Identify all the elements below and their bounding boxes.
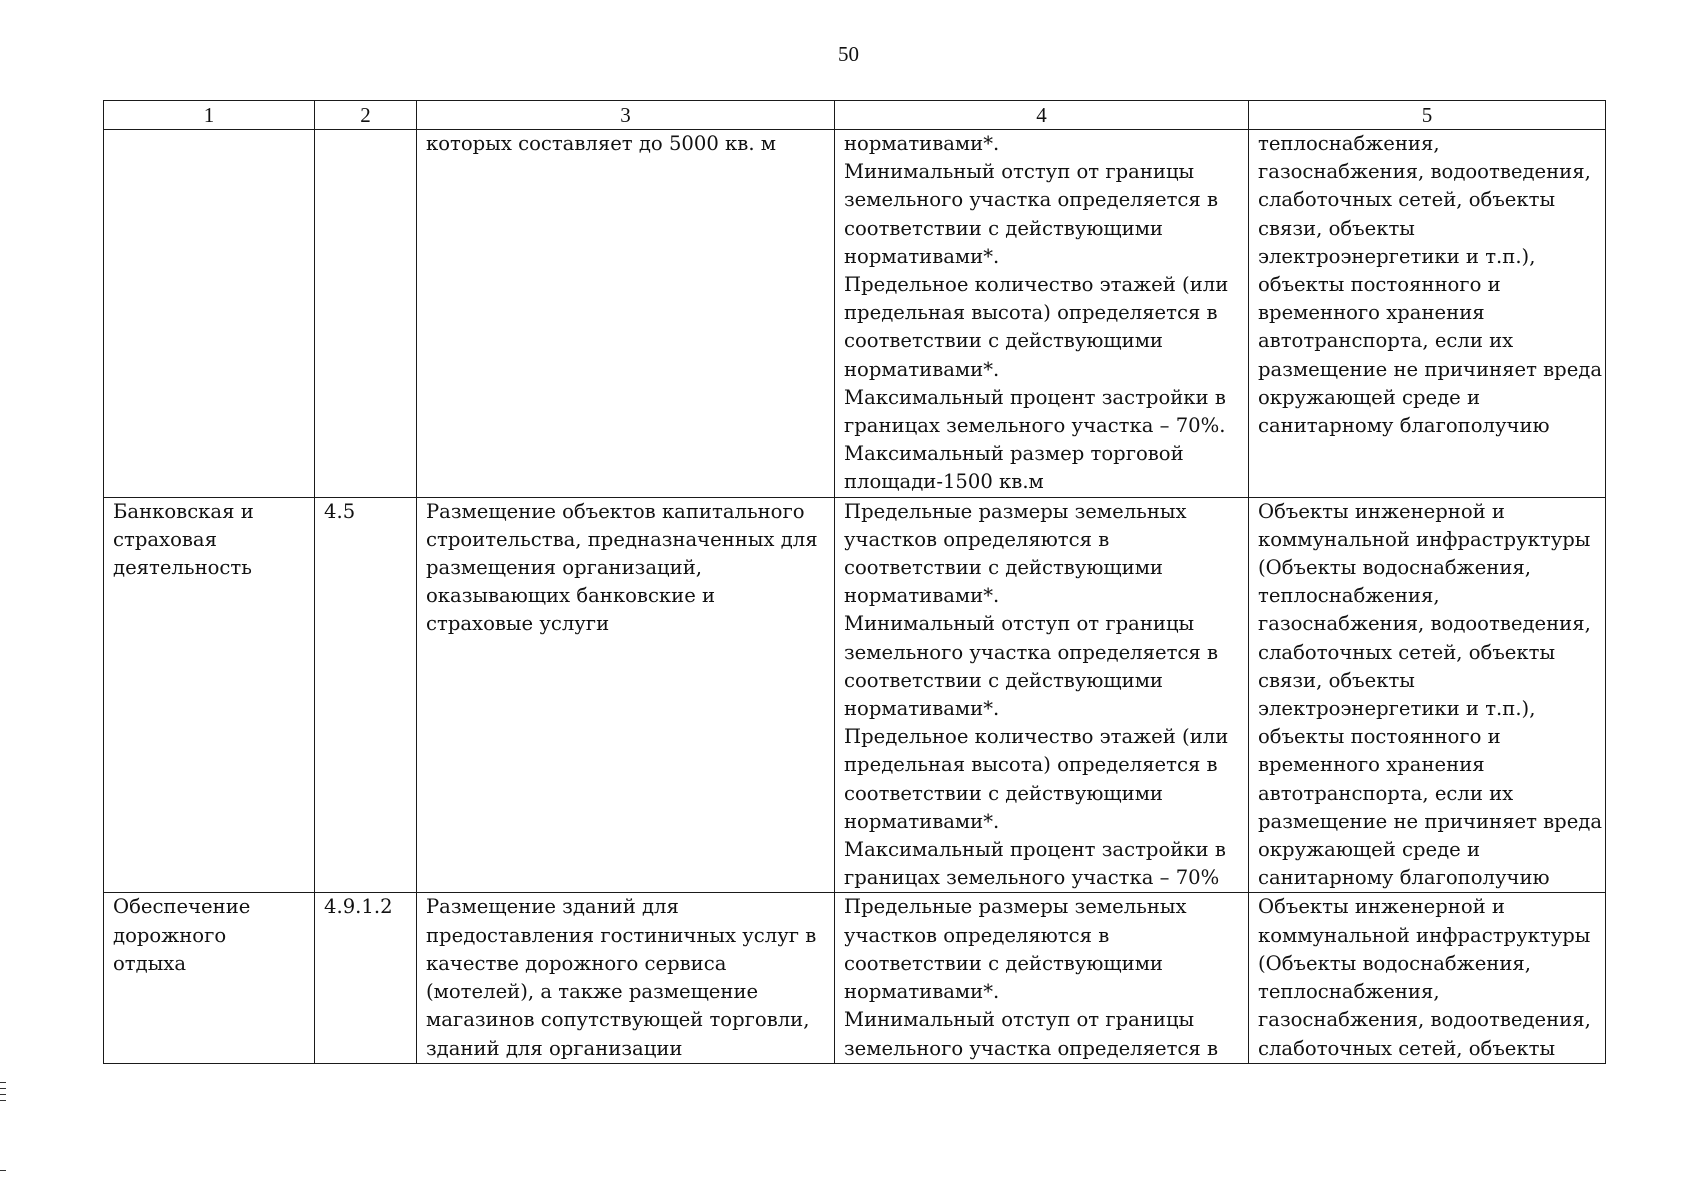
- cell-line: Предельное количество этажей (или: [844, 273, 1229, 297]
- cell-line: строительства, предназначенных для: [426, 527, 818, 551]
- cell-parameters: [835, 893, 1249, 1063]
- cell-line: санитарному благополучию: [1258, 414, 1550, 438]
- cell-line: соответствии с действующими: [844, 668, 1163, 692]
- column-header-4: 4: [835, 101, 1249, 130]
- cell-line: электроэнергетики и т.п.),: [1258, 697, 1536, 721]
- cell-line: страховые услуги: [426, 612, 610, 636]
- cell-use-name: [104, 497, 315, 893]
- cell-line: нормативами*.: [844, 357, 1000, 381]
- cell-description: [417, 130, 835, 498]
- cell-line: теплоснабжения,: [1258, 132, 1440, 155]
- cell-code: [315, 497, 417, 893]
- cell-auxiliary-objects: [1249, 497, 1606, 893]
- cell-line: деятельность: [113, 556, 252, 580]
- cell-line: размещения организаций,: [426, 556, 702, 580]
- cell-line: теплоснабжения,: [1258, 584, 1440, 608]
- margin-mark: [0, 1100, 6, 1101]
- cell-line: страховая: [113, 527, 217, 551]
- cell-use-name: [104, 893, 315, 1063]
- cell-line: нормативами*.: [844, 132, 1000, 155]
- cell-line: оказывающих банковские и: [426, 584, 716, 608]
- cell-parameters: [835, 497, 1249, 893]
- cell-line: участков определяются в: [844, 923, 1110, 947]
- cell-line: автотранспорта, если их: [1258, 329, 1514, 353]
- cell-line: соответствии с действующими: [844, 216, 1163, 240]
- cell-line: соответствии с действующими: [844, 951, 1163, 975]
- cell-description: [417, 497, 835, 893]
- cell-line: Минимальный отступ от границы: [844, 612, 1195, 636]
- header-row: [104, 101, 1606, 130]
- cell-line: нормативами*.: [844, 809, 1000, 833]
- column-header-5: 5: [1249, 101, 1606, 130]
- cell-line: (мотелей), а также размещение: [426, 980, 759, 1004]
- cell-line: предельная высота) определяется в: [844, 301, 1218, 325]
- cell-line: предоставления гостиничных услуг в: [426, 923, 817, 947]
- cell-line: нормативами*.: [844, 244, 1000, 268]
- cell-description: [417, 893, 835, 1063]
- cell-line: соответствии с действующими: [844, 329, 1163, 353]
- cell-line: электроэнергетики и т.п.),: [1258, 244, 1536, 268]
- cell-line: дорожного: [113, 923, 227, 947]
- margin-mark: [0, 1088, 6, 1089]
- cell-line: Обеспечение: [113, 895, 251, 919]
- cell-line: 4.9.1.2: [324, 895, 393, 919]
- table-row: [104, 893, 1606, 1063]
- table-row: [104, 497, 1606, 893]
- regulations-table: [103, 100, 1606, 1064]
- cell-code: [315, 893, 417, 1063]
- cell-line: предельная высота) определяется в: [844, 753, 1218, 777]
- cell-line: автотранспорта, если их: [1258, 781, 1514, 805]
- cell-line: земельного участка определяется в: [844, 188, 1219, 212]
- cell-line: границах земельного участка – 70%.: [844, 414, 1226, 438]
- cell-line: временного хранения: [1258, 753, 1485, 777]
- cell-line: соответствии с действующими: [844, 781, 1163, 805]
- cell-line: связи, объекты: [1258, 668, 1415, 692]
- cell-line: земельного участка определяется в: [844, 640, 1219, 664]
- cell-line: газоснабжения, водоотведения,: [1258, 1008, 1591, 1032]
- cell-line: зданий для организации: [426, 1036, 683, 1060]
- cell-line: качестве дорожного сервиса: [426, 951, 727, 975]
- cell-line: магазинов сопутствующей торговли,: [426, 1008, 810, 1032]
- cell-line: Предельные размеры земельных: [844, 895, 1187, 919]
- cell-line: (Объекты водоснабжения,: [1258, 556, 1532, 580]
- cell-parameters: [835, 130, 1249, 498]
- cell-line: размещение не причиняет вреда: [1258, 357, 1603, 381]
- cell-line: площади-1500 кв.м: [844, 470, 1044, 494]
- cell-line: газоснабжения, водоотведения,: [1258, 612, 1591, 636]
- cell-line: коммунальной инфраструктуры: [1258, 923, 1591, 947]
- cell-line: слаботочных сетей, объекты: [1258, 188, 1556, 212]
- cell-line: Размещение объектов капитального: [426, 499, 805, 523]
- cell-line: Максимальный размер торговой: [844, 442, 1184, 466]
- cell-line: соответствии с действующими: [844, 556, 1163, 580]
- cell-line: слаботочных сетей, объекты: [1258, 1036, 1556, 1060]
- cell-line: окружающей среде и: [1258, 385, 1481, 409]
- cell-line: коммунальной инфраструктуры: [1258, 527, 1591, 551]
- cell-line: которых составляет до 5000 кв. м: [426, 132, 777, 155]
- cell-line: теплоснабжения,: [1258, 980, 1440, 1004]
- cell-line: Объекты инженерной и: [1258, 895, 1505, 919]
- column-header-2: 2: [315, 101, 417, 130]
- cell-line: нормативами*.: [844, 980, 1000, 1004]
- cell-line: газоснабжения, водоотведения,: [1258, 160, 1591, 184]
- cell-line: окружающей среде и: [1258, 838, 1481, 862]
- cell-code: [315, 130, 417, 498]
- page-number: 50: [838, 42, 859, 66]
- cell-line: отдыха: [113, 951, 187, 975]
- cell-line: объекты постоянного и: [1258, 725, 1501, 749]
- table-body: [104, 130, 1606, 1064]
- cell-line: Объекты инженерной и: [1258, 499, 1505, 523]
- margin-mark: [0, 1170, 6, 1171]
- cell-line: Банковская и: [113, 499, 254, 523]
- cell-line: Предельные размеры земельных: [844, 499, 1187, 523]
- cell-use-name: [104, 130, 315, 498]
- cell-line: Предельное количество этажей (или: [844, 725, 1229, 749]
- cell-line: Минимальный отступ от границы: [844, 160, 1195, 184]
- cell-line: земельного участка определяется в: [844, 1036, 1219, 1060]
- cell-line: объекты постоянного и: [1258, 273, 1501, 297]
- column-header-1: 1: [104, 101, 315, 130]
- cell-line: Минимальный отступ от границы: [844, 1008, 1195, 1032]
- cell-line: Размещение зданий для: [426, 895, 679, 919]
- margin-mark: [0, 1094, 6, 1095]
- cell-line: нормативами*.: [844, 697, 1000, 721]
- column-header-3: 3: [417, 101, 835, 130]
- cell-auxiliary-objects: [1249, 130, 1606, 498]
- cell-line: размещение не причиняет вреда: [1258, 809, 1603, 833]
- cell-line: границах земельного участка – 70%: [844, 866, 1220, 890]
- cell-line: временного хранения: [1258, 301, 1485, 325]
- table-header: [104, 101, 1606, 130]
- cell-auxiliary-objects: [1249, 893, 1606, 1063]
- cell-line: (Объекты водоснабжения,: [1258, 951, 1532, 975]
- table-row: [104, 130, 1606, 498]
- cell-line: связи, объекты: [1258, 216, 1415, 240]
- cell-line: Максимальный процент застройки в: [844, 838, 1226, 862]
- cell-line: Максимальный процент застройки в: [844, 385, 1226, 409]
- margin-mark: [0, 1082, 6, 1083]
- cell-line: санитарному благополучию: [1258, 866, 1550, 890]
- cell-line: слаботочных сетей, объекты: [1258, 640, 1556, 664]
- cell-line: 4.5: [324, 499, 356, 523]
- cell-line: нормативами*.: [844, 584, 1000, 608]
- cell-line: участков определяются в: [844, 527, 1110, 551]
